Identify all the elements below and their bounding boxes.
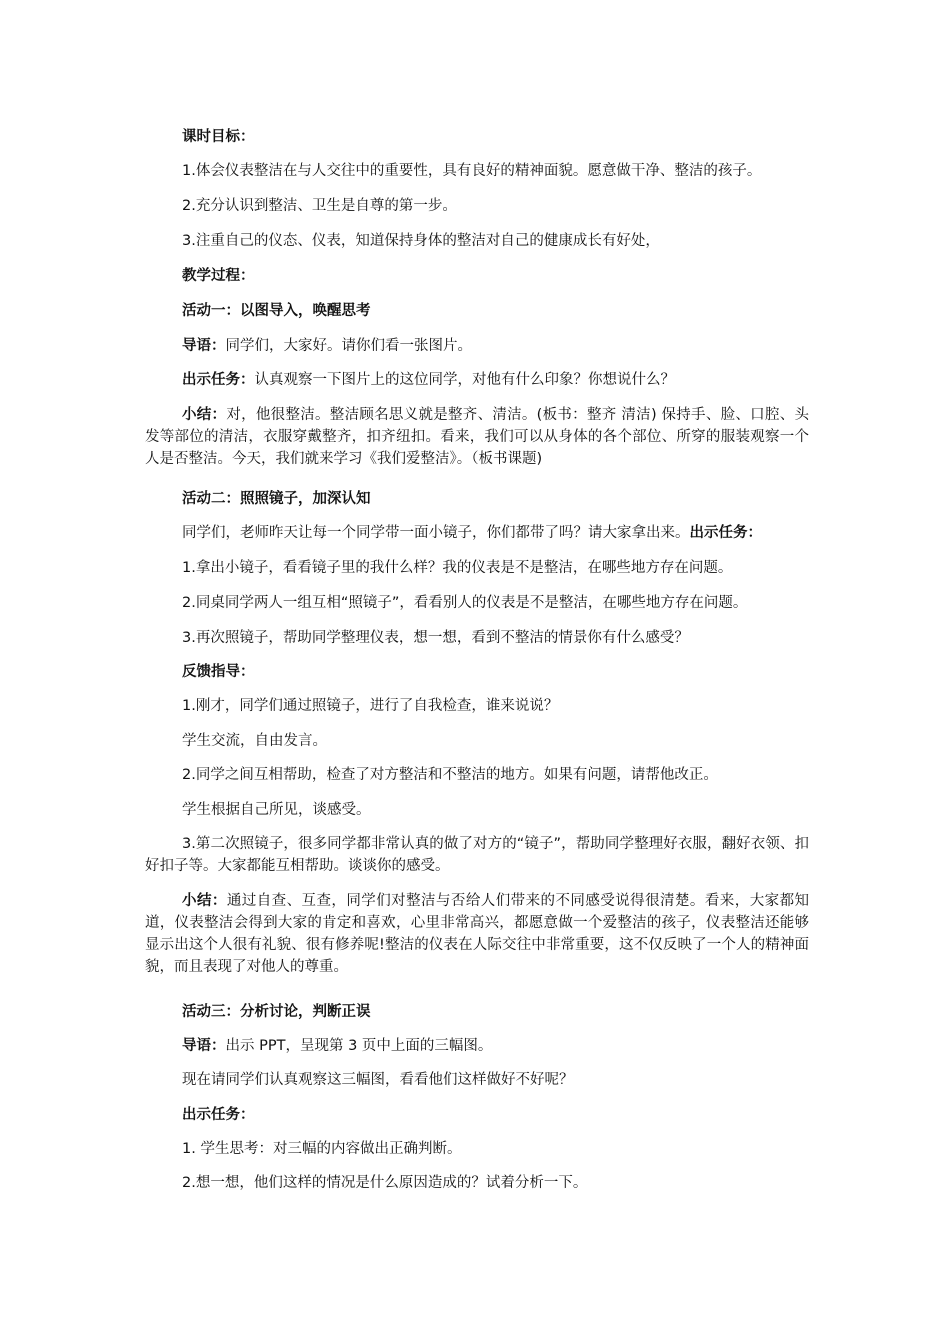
process-heading: 教学过程： — [182, 268, 255, 284]
activity2-task-3: 3.再次照镜子，帮助同学整理仪表，想一想，看到不整洁的情景你有什么感受？ — [182, 630, 689, 646]
activity1-title: 活动一：以图导入，唤醒思考 — [182, 303, 371, 319]
activity1-summary — [145, 404, 809, 470]
activity3-intro — [182, 1035, 822, 1057]
activity2-intro — [182, 522, 822, 544]
feedback-item-3: 2.同学之间互相帮助，检查了对方整洁和不整洁的地方。如果有问题，请帮他改正。 — [182, 767, 718, 783]
goals-heading: 课时目标： — [182, 129, 255, 145]
activity1-task-label: 出示任务： — [182, 372, 255, 388]
activity3-title: 活动三：分析讨论，判断正误 — [182, 1004, 371, 1020]
activity1-intro-label: 导语： — [182, 338, 226, 354]
feedback-item-5: 3.第二次照镜子，很多同学都非常认真的做了对方的“镜子”，帮助同学整理好衣服，翻好衣领、扣好扣子等。大家都能互相帮助。谈谈你的感受。 — [145, 836, 809, 874]
activity1-intro-text: 同学们，大家好。请你们看一张图片。 — [225, 338, 472, 354]
activity2-task-1: 1.拿出小镜子，看看镜子里的我什么样？我的仪表是不是整洁，在哪些地方存在问题。 — [182, 560, 733, 576]
activity3-observe: 现在请同学们认真观察这三幅图，看看他们这样做好不好呢？ — [182, 1072, 574, 1088]
activity3-intro-text: 出示 PPT，呈现第 3 页中上面的三幅图。 — [225, 1038, 493, 1054]
activity1-summary-label: 小结： — [182, 407, 227, 423]
feedback-heading: 反馈指导： — [182, 664, 255, 680]
activity1-task — [182, 369, 822, 391]
activity1-intro — [182, 335, 822, 357]
activity3-task-heading: 出示任务： — [182, 1107, 255, 1123]
goal-item-3: 3.注重自己的仪态、仪表，知道保持身体的整洁对自己的健康成长有好处， — [182, 233, 660, 249]
activity1-summary-text: 对，他很整洁。整洁顾名思义就是整齐、清洁。(板书：整齐 清洁) 保持手、脸、口腔、头发等部位的清洁，衣服穿戴整齐，扣齐纽扣。看来，我们可以从身体的各个部位、所穿的服装观察一个人是否整洁。今天，我们就来学习《我们爱整洁》。（板书课题) — [145, 407, 810, 467]
activity1-task-text: 认真观察一下图片上的这位同学，对他有什么印象？你想说什么？ — [254, 372, 675, 388]
activity2-task-2: 2.同桌同学两人一组互相“照镜子”，看看别人的仪表是不是整洁，在哪些地方存在问题。 — [182, 595, 748, 611]
activity2-summary-label: 小结： — [182, 893, 227, 909]
activity3-intro-label: 导语： — [182, 1038, 226, 1054]
goal-item-2: 2.充分认识到整洁、卫生是自尊的第一步。 — [182, 198, 457, 214]
activity3-task-2: 2.想一想，他们这样的情况是什么原因造成的？试着分析一下。 — [182, 1175, 588, 1191]
activity3-task-1: 1. 学生思考：对三幅的内容做出正确判断。 — [182, 1141, 462, 1157]
activity2-summary-text: 通过自查、互查，同学们对整洁与否给人们带来的不同感受说得很清楚。看来，大家都知道，仪表整洁会得到大家的肯定和喜欢，心里非常高兴，都愿意做一个爱整洁的孩子，仪表整洁还能够显示出这个人很有礼貌、很有修养呢!整洁的仪表在人际交往中非常重要，这不仅反映了一个人的精神面貌，而且表现了对他人的尊重。 — [145, 893, 810, 975]
activity2-summary — [145, 890, 809, 978]
activity2-task-label: 出示任务： — [689, 525, 762, 541]
feedback-item-2: 学生交流，自由发言。 — [182, 733, 327, 749]
feedback-item-4: 学生根据自己所见，谈感受。 — [182, 802, 371, 818]
activity2-title: 活动二：照照镜子，加深认知 — [182, 491, 371, 507]
activity2-intro-text: 同学们，老师昨天让每一个同学带一面小镜子，你们都带了吗？请大家拿出来。 — [182, 525, 690, 541]
goal-item-1: 1.体会仪表整洁在与人交往中的重要性，具有良好的精神面貌。愿意做干净、整洁的孩子。 — [182, 163, 762, 179]
feedback-item-1: 1.刚才，同学们通过照镜子，进行了自我检查，谁来说说？ — [182, 698, 559, 714]
